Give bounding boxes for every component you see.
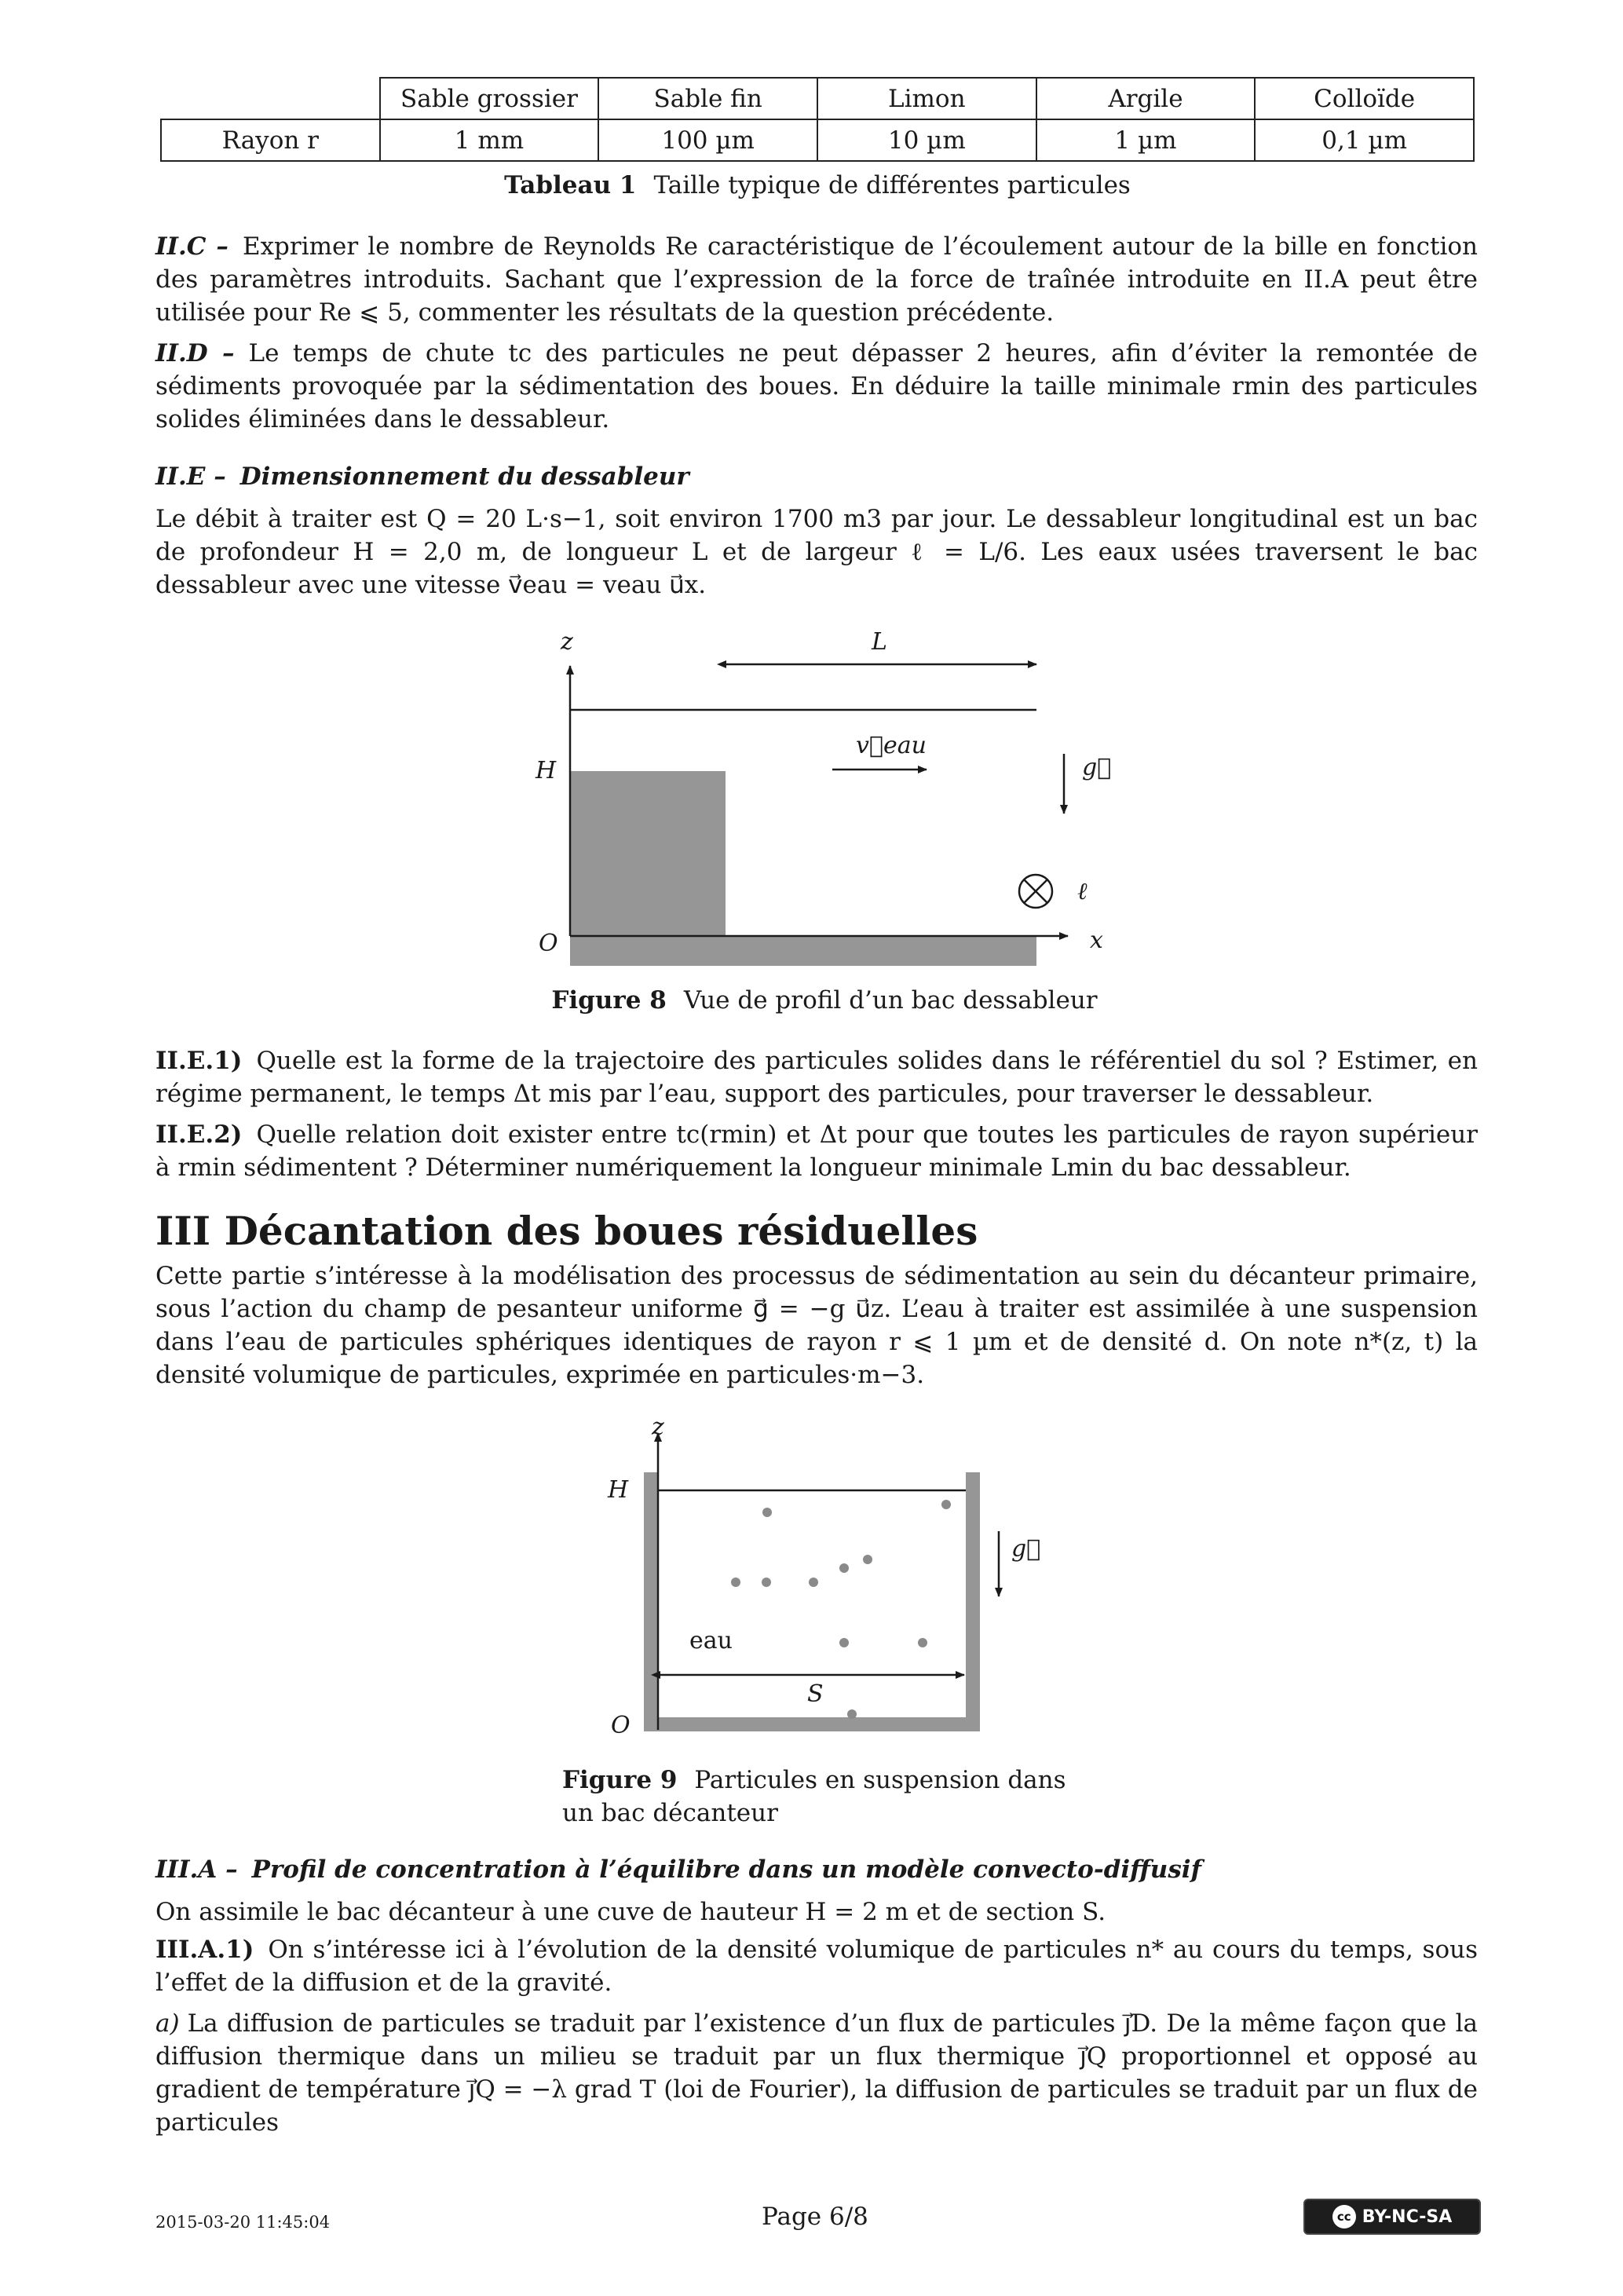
question-text: Le temps de chute tc des particules ne peut dépasser 2 heures, afin d’éviter la remontée de sédiments provoquée par la sédimentation des boues. En déduire la taille minimale rmin des particules solides éliminées dans le dessableur. (155, 339, 1478, 433)
question-IIIA1a (155, 2007, 1478, 2139)
table-cell: 10 µm (817, 119, 1036, 161)
table-header-cell: Argile (1036, 78, 1256, 119)
fig8-label-H: H (536, 757, 557, 784)
question-IIC (155, 230, 1478, 329)
question-label: II.D – (155, 339, 235, 367)
table-cell: 100 µm (598, 119, 817, 161)
fig8-label-O: O (539, 930, 558, 957)
section-IIIA-heading (155, 1853, 1478, 1886)
width-into-page-icon (1019, 875, 1052, 908)
inlet-block (570, 771, 726, 936)
license-label: BY-NC-SA (1362, 2206, 1453, 2227)
table1-caption-text: Taille typique de différentes particules (653, 171, 1131, 199)
question-text: La diffusion de particules se traduit par l’existence d’un flux de particules j⃗D. De la même façon que la diffusion thermique dans un milieu se traduit par un flux thermique j⃗Q proportionnel et opposé au gradient de température j⃗Q = −λ grad T (loi de Fourier), la diffusion de particules se traduit par un flux de particules (155, 2009, 1478, 2137)
table-header-cell: Limon (817, 78, 1036, 119)
paragraph-text: On assimile le bac décanteur à une cuve de hauteur H = 2 m et de section S. (155, 1898, 1106, 1926)
section-III-intro (155, 1260, 1478, 1391)
paragraph-text: Le débit à traiter est Q = 20 L·s−1, soit environ 1700 m3 par jour. Le dessableur longitudinal est un bac de profondeur H = 2,0 m, de longueur L et de largeur ℓ = L/6. Les eaux usées traversent le bac dessableur avec une vitesse v⃗eau = veau u⃗x. (155, 505, 1478, 599)
fig8-label-l: ℓ (1077, 878, 1087, 905)
table-cell: 1 mm (380, 119, 599, 161)
question-label: II.E.1) (155, 1047, 243, 1075)
fig8-label-z: z (561, 628, 573, 656)
figure-8-diagram (518, 620, 1131, 982)
figure-9-diagram (581, 1409, 1068, 1771)
figure8-caption-label: Figure 8 (551, 986, 667, 1015)
table-cell: 1 µm (1036, 119, 1256, 161)
footer-timestamp: 2015-03-20 11:45:04 (155, 2213, 331, 2232)
figure8-caption (518, 986, 1131, 1015)
table-row-label: Rayon r (161, 119, 380, 161)
section-title: Dimensionnement du dessableur (239, 462, 689, 491)
table-corner-cell (161, 78, 380, 119)
table-cell: 0,1 µm (1255, 119, 1474, 161)
table-row (161, 119, 1474, 161)
table-header-cell: Sable grossier (380, 78, 599, 119)
fig8-label-v: v⃗eau (856, 732, 927, 759)
fig9-label-eau: eau (689, 1627, 733, 1654)
question-IID (155, 337, 1478, 436)
fig9-label-z: z (652, 1413, 664, 1441)
section-IIE-text (155, 503, 1478, 601)
question-text: Quelle relation doit exister entre tc(rmin) et Δt pour que toutes les particules de rayon supérieur à rmin sédimentent ? Déterminer numériquement la longueur minimale Lmin du bac dessableur. (155, 1121, 1478, 1182)
table-header-row (161, 78, 1474, 119)
question-text: Exprimer le nombre de Reynolds Re caractéristique de l’écoulement autour de la bille en fonction des paramètres introduits. Sachant que l’expression de la force de traînée introduite en II.A peut être utilisée pour Re ⩽ 5, commenter les résultats de la question précédente. (155, 232, 1478, 327)
fig9-label-S: S (807, 1680, 824, 1708)
section-label: III.A – (155, 1855, 238, 1884)
question-IIE2 (155, 1118, 1478, 1184)
table1-caption (160, 171, 1475, 199)
table-header-cell: Sable fin (598, 78, 817, 119)
fig9-label-H: H (608, 1476, 629, 1504)
question-IIIA1 (155, 1933, 1478, 1999)
figure8-caption-text: Vue de profil d’un bac dessableur (683, 986, 1098, 1015)
question-text: On s’intéresse ici à l’évolution de la densité volumique de particules n* au cours du temps, sous l’effet de la diffusion et de la gravité. (155, 1936, 1478, 1997)
page-number: Page 6/8 (762, 2203, 868, 2231)
subquestion-label: a) (155, 2009, 180, 2038)
question-label: II.E.2) (155, 1121, 243, 1149)
particle-size-table (160, 77, 1475, 162)
section-IIIA-text (155, 1896, 1478, 1929)
figure9-caption-line2: un bac décanteur (562, 1799, 778, 1827)
table-header-cell: Colloïde (1255, 78, 1474, 119)
fig9-label-g: g⃗ (1011, 1535, 1041, 1563)
question-label: III.A.1) (155, 1936, 254, 1964)
table1-caption-label: Tableau 1 (504, 171, 637, 199)
question-text: Quelle est la forme de la trajectoire des particules solides dans le référentiel du sol ? Estimer, en régime permanent, le temps Δt mis par l’eau, support des particules, pour traverser le dessableur. (155, 1047, 1478, 1108)
section-III-title: III Décantation des boues résiduelles (155, 1208, 978, 1254)
section-title: Profil de concentration à l’équilibre dans un modèle convecto-diffusif (251, 1855, 1201, 1884)
cc-license-badge (1303, 2199, 1481, 2235)
fig8-label-x: x (1090, 927, 1103, 954)
fig8-label-L: L (872, 628, 887, 656)
figure9-caption-label: Figure 9 (562, 1766, 678, 1794)
section-label: II.E – (155, 462, 226, 491)
fig9-label-O: O (611, 1712, 631, 1739)
question-IIE1 (155, 1044, 1478, 1110)
fig8-label-g: g⃗ (1082, 754, 1112, 781)
figure9-caption-line1: Particules en suspension dans (694, 1766, 1066, 1794)
section-IIE-heading (155, 460, 1478, 493)
figure9-caption (562, 1764, 1080, 1830)
suspended-particles (731, 1500, 951, 1719)
cc-logo-icon: cc (1332, 2205, 1356, 2228)
basin-floor (570, 936, 1036, 966)
question-label: II.C – (155, 232, 228, 261)
paragraph-text: Cette partie s’intéresse à la modélisation des processus de sédimentation au sein du décanteur primaire, sous l’action du champ de pesanteur uniforme g⃗ = −g u⃗z. L’eau à traiter est assimilée à une suspension dans l’eau de particules sphériques identiques de rayon r ⩽ 1 µm et de densité d. On note n*(z, t) la densité volumique de particules, exprimée en particules·m−3. (155, 1262, 1478, 1389)
